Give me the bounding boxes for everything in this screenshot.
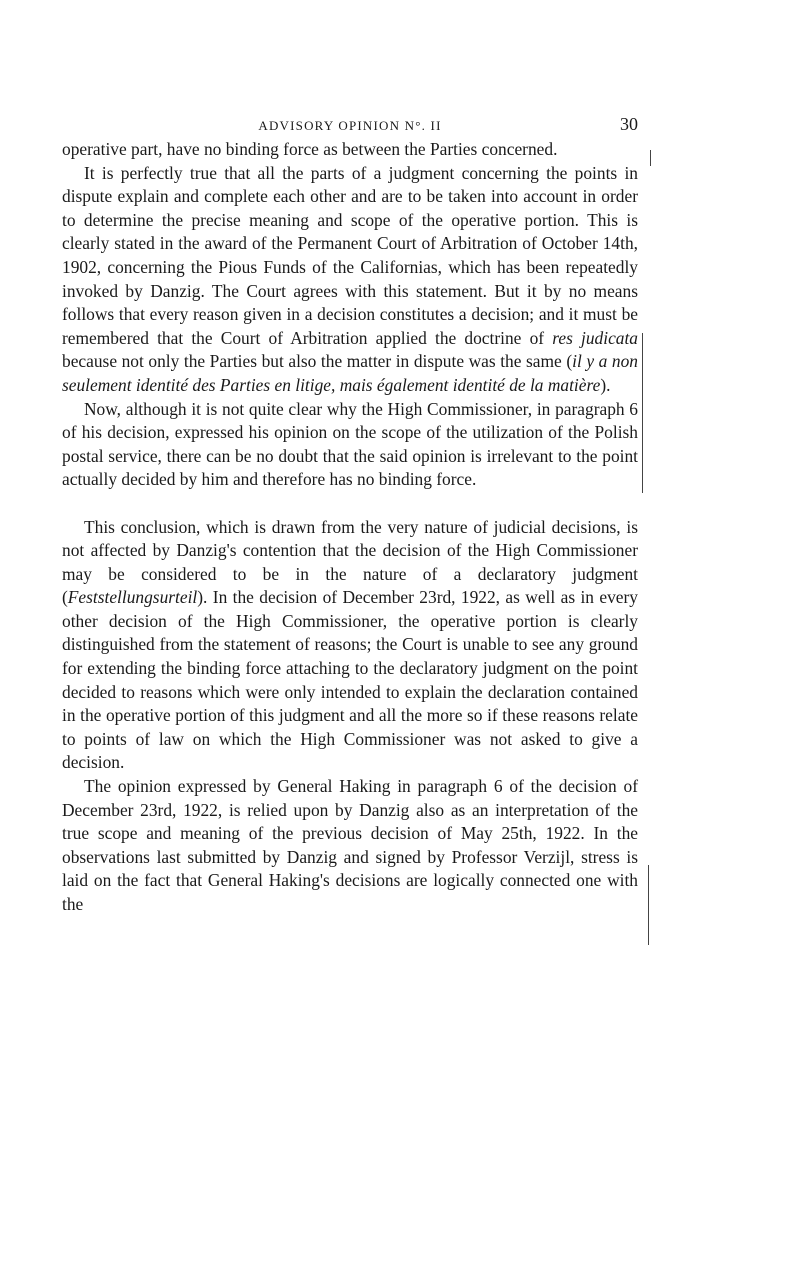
text-run: because not only the Parties but also the matter in dispute was the same ( [62, 351, 573, 372]
italic-phrase: Feststellungsurteil [67, 587, 198, 608]
text-run: ). In the decision of December 23rd, 1922, as well as in every other decision of the High Commissioner, the operative portion is clearly distinguished from the statement of reasons; the Court is unable to see any ground for extending the binding force attaching to the declaratory judgment on the point decided to reasons which were only intended to explain the declaration contained in the operative portion of this judgment and all the more so if these reasons relate to points of law on which the High Commissioner was not asked to give a decision. [62, 587, 638, 773]
text-run: This conclusion, which is drawn from the very nature of judicial decisions, is not affected by Danzig's contention that the decision of the High Commissioner may be considered to be in the nature of a declaratory judgment ( [62, 516, 638, 608]
italic-phrase: res judicata [552, 327, 639, 348]
paragraph-1 [62, 138, 638, 162]
body-text [62, 138, 638, 917]
margin-mark-2 [642, 333, 643, 493]
paragraph-5 [62, 775, 638, 917]
running-title: ADVISORY OPINION N°. II [258, 118, 442, 133]
paragraph-4 [62, 516, 638, 776]
text-run: It is perfectly true that all the parts of a judgment concerning the points in dispute explain and complete each other and are to be taken into account in order to determine the precise meaning and scope of the operative portion. This is clearly stated in the award of the Permanent Court of Arbitration of October 14th, 1902, concerning the Pious Funds of the Californias, which has been repeatedly invoked by Danzig. The Court agrees with this statement. But it by no means follows that every reason given in a decision constitutes a decision; and it must be remembered that the Court of Arbitration applied the doctrine of [62, 162, 638, 348]
text-run: The opinion expressed by General Haking in paragraph 6 of the decision of December 23rd, 1922, is relied upon by Danzig also as an interpretation of the true scope and meaning of the previous decision of May 25th, 1922. In the observations last submitted by Danzig and signed by Professor Verzijl, stress is laid on the fact that General Haking's decisions are logically connected one with the [62, 776, 638, 914]
margin-mark-1 [650, 150, 651, 166]
paragraph-2 [62, 162, 638, 398]
text-run: ). [600, 374, 611, 395]
margin-mark-3 [648, 865, 649, 945]
text-run: Now, although it is not quite clear why the High Commissioner, in paragraph 6 of his decision, expressed his opinion on the scope of the utilization of the Polish postal service, there can be no doubt that the said opinion is irrelevant to the point actually decided by him and therefore has no binding force. [62, 398, 638, 490]
running-head [62, 108, 638, 138]
italic-phrase: il y a non seulement identité des Parties en litige, mais également identité de la matière [62, 351, 638, 395]
document-page [62, 108, 638, 917]
paragraph-3 [62, 398, 638, 492]
text-run: operative part, have no binding force as between the Parties concerned. [62, 139, 558, 159]
page-number: 30 [620, 114, 638, 134]
